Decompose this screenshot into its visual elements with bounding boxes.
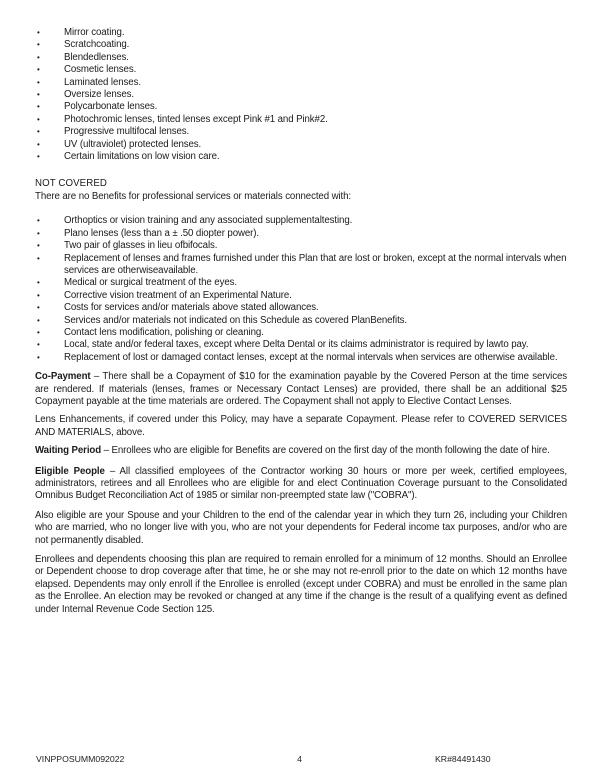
list-item-text: Progressive multifocal lenses. <box>64 126 190 138</box>
list-item <box>35 339 567 351</box>
list-item-text: Blendedlenses. <box>64 51 129 63</box>
bullet-icon: • <box>37 228 40 238</box>
copayment-text: – There shall be a Copayment of $10 for the examination payable by the Covered Person at the time services are rendered. If materials (lenses, frames or Necessary Contact Lenses) are provided, there shall be an additional $25 Copayment payable at the time materials are ordered. The Copayment shall not apply to Elective Contact Lenses. <box>35 371 567 407</box>
eligible-people-paragraph <box>35 466 567 503</box>
list-item-text: Replacement of lenses and frames furnished under this Plan that are lost or broken, except at the normal intervals when services are otherwiseavailable. <box>64 252 567 276</box>
list-item <box>35 240 567 252</box>
bullet-icon: • <box>37 77 40 87</box>
list-item <box>35 139 567 151</box>
bullet-icon: • <box>37 102 40 112</box>
bullet-icon: • <box>37 127 40 137</box>
list-item <box>35 253 567 278</box>
footer-doc-code: VINPPOSUMM092022 <box>36 754 125 764</box>
waiting-period-text: – Enrollees who are eligible for Benefits are covered on the first day of the month following the date of hire. <box>103 445 550 457</box>
bullet-icon: • <box>37 40 40 50</box>
list-item-text: Corrective vision treatment of an Experimental Nature. <box>64 289 292 301</box>
list-item <box>35 228 567 240</box>
list-item <box>35 352 567 364</box>
list-item-text: Mirror coating. <box>64 27 125 38</box>
list-item-text: Laminated lenses. <box>64 76 141 88</box>
copayment-paragraph <box>35 371 567 408</box>
bullet-icon: • <box>37 52 40 62</box>
list-item-text: Scratchcoating. <box>64 39 130 51</box>
list-item-text: Photochromic lenses, tinted lenses except Pink #1 and Pink#2. <box>64 113 328 125</box>
page-footer <box>0 753 600 767</box>
bullet-icon: • <box>37 90 40 100</box>
also-eligible-paragraph: Also eligible are your Spouse and your Children to the end of the calendar year in which they turn 26, including your Children who are married, who no longer live with you, who are not your dependents for Federal income tax purposes, and/or who are not permanently disabled. <box>35 509 567 546</box>
list-item-text: Oversize lenses. <box>64 89 135 101</box>
list-item-text: Orthoptics or vision training and any associated supplementaltesting. <box>64 215 353 227</box>
bullet-icon: • <box>37 152 40 162</box>
intro-paragraph: There are no Benefits for professional services or materials connected with: <box>35 190 352 202</box>
list-item-text: Cosmetic lenses. <box>64 64 137 76</box>
list-item-text: Replacement of lost or damaged contact lenses, except at the normal intervals when services are otherwise available. <box>64 351 558 363</box>
bullet-icon: • <box>37 290 40 300</box>
bullet-icon: • <box>37 352 40 362</box>
list-item <box>35 215 567 227</box>
copayment-label: Co-Payment <box>35 371 91 383</box>
footer-page-number: 4 <box>297 754 302 764</box>
enrollment-rules-paragraph: Enrollees and dependents choosing this plan are required to remain enrolled for a minimum of 12 months. Should an Enrollee or Dependent choose to drop coverage after that time, he or she may not re-enroll prior to the date on which 12 months have elapsed. Dependents may only enroll if the Enrollee is enrolled (except under COBRA) and must be enrolled in the same plan as the Enrollee. An election may be revoked or changed at any time if the change is the result of a qualifying event as defined under Internal Revenue Code Section 125. <box>35 554 567 615</box>
bullet-icon: • <box>37 216 40 226</box>
bullet-icon: • <box>37 340 40 350</box>
list-item <box>35 27 567 39</box>
bullet-icon: • <box>37 139 40 149</box>
list-item-text: Polycarbonate lenses. <box>64 101 158 113</box>
footer-ref-number: KR#84491430 <box>435 754 491 764</box>
list-item-text: Contact lens modification, polishing or cleaning. <box>64 326 264 338</box>
list-item-text: Two pair of glasses in lieu ofbifocals. <box>64 240 218 252</box>
list-item <box>35 126 567 138</box>
list-item-text: Certain limitations on low vision care. <box>64 151 220 163</box>
list-item <box>35 101 567 113</box>
bullet-icon: • <box>37 278 40 288</box>
bullet-icon: • <box>37 327 40 337</box>
lens-enhancements-paragraph: Lens Enhancements, if covered under this Policy, may have a separate Copayment. Please refer to COVERED SERVICES AND MATERIALS, above. <box>35 414 567 438</box>
list-item <box>35 77 567 89</box>
eligible-people-label: Eligible People <box>35 465 105 477</box>
bullet-icon: • <box>37 253 40 263</box>
bullet-icon: • <box>37 315 40 325</box>
list-item <box>35 89 567 101</box>
bullet-icon: • <box>37 65 40 75</box>
list-item-text: Medical or surgical treatment of the eyes. <box>64 277 237 289</box>
eligible-people-text: – All classified employees of the Contractor working 30 hours or more per week, certified employees, administrators, retirees and all Enrollees who are eligible for and elect Continuation Coverage pursuant to the Consolidated Omnibus Budget Reconciliation Act of 1985 or similar non-preempted state law ("COBRA"). <box>35 465 568 502</box>
exclusions-list-bottom <box>35 215 567 364</box>
list-item-text: Plano lenses (less than a ± .50 diopter power). <box>64 227 260 239</box>
bullet-icon: • <box>37 114 40 124</box>
list-item <box>35 277 567 289</box>
list-item <box>35 114 567 126</box>
list-item-text: Services and/or materials not indicated on this Schedule as covered PlanBenefits. <box>64 314 408 326</box>
list-item-text: Local, state and/or federal taxes, except where Delta Dental or its claims administrator is required by lawto pay. <box>64 339 529 351</box>
list-item <box>35 52 567 64</box>
bullet-icon: • <box>37 241 40 251</box>
list-item <box>35 290 567 302</box>
list-item <box>35 315 567 327</box>
list-item-text: Costs for services and/or materials above stated allowances. <box>64 302 319 314</box>
waiting-period-paragraph <box>35 445 567 457</box>
bullet-icon: • <box>37 28 40 37</box>
list-item-text: UV (ultraviolet) protected lenses. <box>64 138 202 150</box>
list-item <box>35 302 567 314</box>
list-item <box>35 39 567 51</box>
list-item <box>35 64 567 76</box>
list-item <box>35 327 567 339</box>
waiting-period-label: Waiting Period <box>35 445 102 457</box>
list-item <box>35 151 567 163</box>
exclusions-list-top <box>35 27 567 163</box>
bullet-icon: • <box>37 303 40 313</box>
not-covered-heading: NOT COVERED <box>35 178 107 190</box>
